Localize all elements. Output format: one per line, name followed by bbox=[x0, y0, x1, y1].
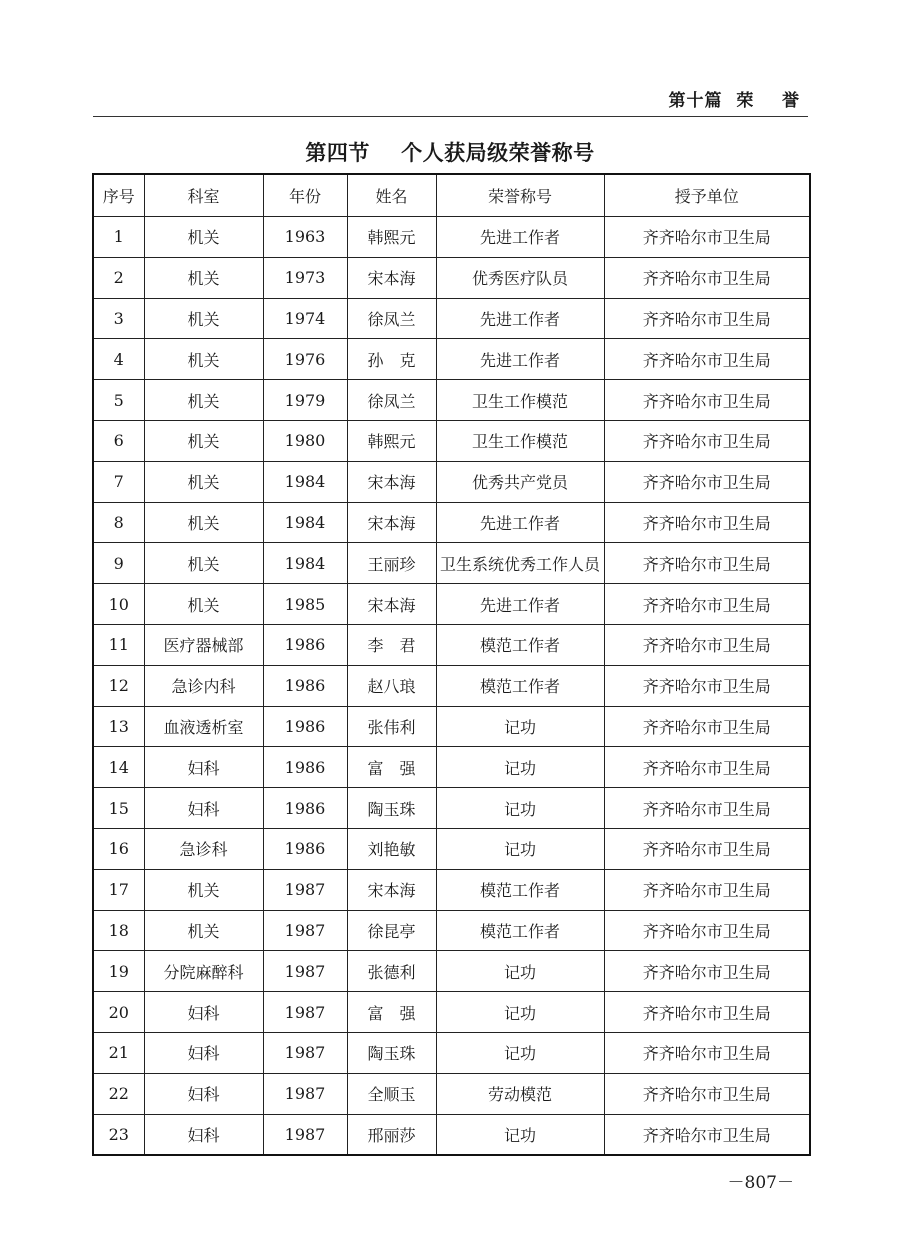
table-row bbox=[93, 706, 810, 747]
cell-department: 机关 bbox=[144, 869, 263, 910]
cell-awarding-unit: 齐齐哈尔市卫生局 bbox=[604, 1032, 810, 1073]
column-header: 年份 bbox=[263, 174, 347, 217]
cell-awarding-unit: 齐齐哈尔市卫生局 bbox=[604, 257, 810, 298]
cell-department: 妇科 bbox=[144, 747, 263, 788]
cell-department: 医疗器械部 bbox=[144, 624, 263, 665]
section-title: 第四节 个人获局级荣誉称号 bbox=[305, 141, 595, 165]
cell-department: 妇科 bbox=[144, 1073, 263, 1114]
cell-year: 1987 bbox=[263, 910, 347, 951]
cell-name: 徐昆亭 bbox=[347, 910, 436, 951]
cell-index: 17 bbox=[93, 869, 144, 910]
cell-awarding-unit: 齐齐哈尔市卫生局 bbox=[604, 992, 810, 1033]
cell-honor-title: 记功 bbox=[436, 706, 604, 747]
cell-year: 1973 bbox=[263, 257, 347, 298]
cell-awarding-unit: 齐齐哈尔市卫生局 bbox=[604, 665, 810, 706]
cell-year: 1987 bbox=[263, 951, 347, 992]
cell-honor-title: 模范工作者 bbox=[436, 665, 604, 706]
cell-name: 李 君 bbox=[347, 624, 436, 665]
cell-index: 2 bbox=[93, 257, 144, 298]
cell-awarding-unit: 齐齐哈尔市卫生局 bbox=[604, 788, 810, 829]
cell-awarding-unit: 齐齐哈尔市卫生局 bbox=[604, 502, 810, 543]
cell-index: 19 bbox=[93, 951, 144, 992]
cell-year: 1987 bbox=[263, 1073, 347, 1114]
cell-name: 韩熙元 bbox=[347, 217, 436, 258]
cell-honor-title: 模范工作者 bbox=[436, 869, 604, 910]
cell-name: 韩熙元 bbox=[347, 420, 436, 461]
cell-awarding-unit: 齐齐哈尔市卫生局 bbox=[604, 298, 810, 339]
table-header-row bbox=[93, 174, 810, 217]
cell-index: 22 bbox=[93, 1073, 144, 1114]
table-row bbox=[93, 910, 810, 951]
column-header: 荣誉称号 bbox=[436, 174, 604, 217]
cell-year: 1987 bbox=[263, 869, 347, 910]
cell-year: 1984 bbox=[263, 543, 347, 584]
cell-index: 23 bbox=[93, 1114, 144, 1155]
cell-name: 徐凤兰 bbox=[347, 380, 436, 421]
cell-name: 邢丽莎 bbox=[347, 1114, 436, 1155]
cell-name: 宋本海 bbox=[347, 869, 436, 910]
table-row bbox=[93, 298, 810, 339]
column-header: 序号 bbox=[93, 174, 144, 217]
cell-year: 1986 bbox=[263, 747, 347, 788]
cell-department: 机关 bbox=[144, 543, 263, 584]
cell-department: 机关 bbox=[144, 461, 263, 502]
cell-honor-title: 先进工作者 bbox=[436, 502, 604, 543]
cell-year: 1986 bbox=[263, 788, 347, 829]
honors-table bbox=[92, 173, 811, 1156]
cell-index: 18 bbox=[93, 910, 144, 951]
cell-honor-title: 卫生工作模范 bbox=[436, 420, 604, 461]
cell-department: 妇科 bbox=[144, 1032, 263, 1073]
table-row bbox=[93, 339, 810, 380]
cell-department: 机关 bbox=[144, 502, 263, 543]
table-row bbox=[93, 502, 810, 543]
cell-honor-title: 记功 bbox=[436, 788, 604, 829]
cell-honor-title: 先进工作者 bbox=[436, 339, 604, 380]
table-row bbox=[93, 380, 810, 421]
header-rule bbox=[93, 116, 808, 117]
page-number: －807－ bbox=[727, 1173, 794, 1193]
cell-year: 1987 bbox=[263, 1032, 347, 1073]
cell-name: 宋本海 bbox=[347, 257, 436, 298]
table-row bbox=[93, 992, 810, 1033]
cell-year: 1984 bbox=[263, 461, 347, 502]
running-head: 第十篇 荣 誉 bbox=[668, 91, 800, 111]
cell-year: 1980 bbox=[263, 420, 347, 461]
cell-honor-title: 先进工作者 bbox=[436, 584, 604, 625]
cell-index: 15 bbox=[93, 788, 144, 829]
cell-department: 血液透析室 bbox=[144, 706, 263, 747]
cell-awarding-unit: 齐齐哈尔市卫生局 bbox=[604, 624, 810, 665]
cell-name: 宋本海 bbox=[347, 461, 436, 502]
cell-index: 14 bbox=[93, 747, 144, 788]
cell-honor-title: 先进工作者 bbox=[436, 298, 604, 339]
cell-year: 1986 bbox=[263, 828, 347, 869]
cell-department: 机关 bbox=[144, 217, 263, 258]
cell-honor-title: 记功 bbox=[436, 828, 604, 869]
cell-name: 孙 克 bbox=[347, 339, 436, 380]
cell-honor-title: 卫生系统优秀工作人员 bbox=[436, 543, 604, 584]
cell-honor-title: 记功 bbox=[436, 951, 604, 992]
table-row bbox=[93, 1073, 810, 1114]
cell-awarding-unit: 齐齐哈尔市卫生局 bbox=[604, 747, 810, 788]
cell-name: 刘艳敏 bbox=[347, 828, 436, 869]
cell-name: 王丽珍 bbox=[347, 543, 436, 584]
cell-awarding-unit: 齐齐哈尔市卫生局 bbox=[604, 869, 810, 910]
cell-index: 11 bbox=[93, 624, 144, 665]
cell-department: 急诊科 bbox=[144, 828, 263, 869]
table-row bbox=[93, 420, 810, 461]
column-header: 姓名 bbox=[347, 174, 436, 217]
cell-name: 陶玉珠 bbox=[347, 1032, 436, 1073]
cell-awarding-unit: 齐齐哈尔市卫生局 bbox=[604, 461, 810, 502]
cell-year: 1963 bbox=[263, 217, 347, 258]
cell-department: 机关 bbox=[144, 339, 263, 380]
cell-name: 富 强 bbox=[347, 747, 436, 788]
cell-honor-title: 先进工作者 bbox=[436, 217, 604, 258]
cell-index: 6 bbox=[93, 420, 144, 461]
cell-index: 10 bbox=[93, 584, 144, 625]
column-header: 授予单位 bbox=[604, 174, 810, 217]
cell-department: 妇科 bbox=[144, 788, 263, 829]
cell-honor-title: 记功 bbox=[436, 747, 604, 788]
table-row bbox=[93, 869, 810, 910]
cell-name: 张伟利 bbox=[347, 706, 436, 747]
cell-name: 宋本海 bbox=[347, 584, 436, 625]
cell-index: 5 bbox=[93, 380, 144, 421]
cell-department: 机关 bbox=[144, 380, 263, 421]
cell-department: 分院麻醉科 bbox=[144, 951, 263, 992]
cell-name: 宋本海 bbox=[347, 502, 436, 543]
cell-awarding-unit: 齐齐哈尔市卫生局 bbox=[604, 217, 810, 258]
cell-index: 12 bbox=[93, 665, 144, 706]
cell-honor-title: 记功 bbox=[436, 992, 604, 1033]
cell-year: 1986 bbox=[263, 665, 347, 706]
cell-awarding-unit: 齐齐哈尔市卫生局 bbox=[604, 910, 810, 951]
cell-awarding-unit: 齐齐哈尔市卫生局 bbox=[604, 584, 810, 625]
cell-awarding-unit: 齐齐哈尔市卫生局 bbox=[604, 706, 810, 747]
cell-name: 张德利 bbox=[347, 951, 436, 992]
cell-index: 4 bbox=[93, 339, 144, 380]
table-row bbox=[93, 217, 810, 258]
cell-index: 9 bbox=[93, 543, 144, 584]
cell-department: 机关 bbox=[144, 910, 263, 951]
cell-year: 1984 bbox=[263, 502, 347, 543]
table-row bbox=[93, 1032, 810, 1073]
cell-name: 富 强 bbox=[347, 992, 436, 1033]
table-row bbox=[93, 461, 810, 502]
table-body bbox=[93, 217, 810, 1156]
cell-index: 3 bbox=[93, 298, 144, 339]
cell-honor-title: 模范工作者 bbox=[436, 910, 604, 951]
cell-index: 1 bbox=[93, 217, 144, 258]
cell-honor-title: 记功 bbox=[436, 1032, 604, 1073]
table-row bbox=[93, 584, 810, 625]
table-row bbox=[93, 788, 810, 829]
cell-department: 机关 bbox=[144, 257, 263, 298]
table-row bbox=[93, 747, 810, 788]
cell-department: 机关 bbox=[144, 584, 263, 625]
table-row bbox=[93, 951, 810, 992]
cell-awarding-unit: 齐齐哈尔市卫生局 bbox=[604, 339, 810, 380]
cell-awarding-unit: 齐齐哈尔市卫生局 bbox=[604, 543, 810, 584]
cell-year: 1985 bbox=[263, 584, 347, 625]
cell-honor-title: 优秀医疗队员 bbox=[436, 257, 604, 298]
cell-index: 8 bbox=[93, 502, 144, 543]
cell-awarding-unit: 齐齐哈尔市卫生局 bbox=[604, 420, 810, 461]
cell-index: 20 bbox=[93, 992, 144, 1033]
cell-year: 1986 bbox=[263, 706, 347, 747]
cell-year: 1987 bbox=[263, 1114, 347, 1155]
cell-department: 机关 bbox=[144, 420, 263, 461]
table-row bbox=[93, 828, 810, 869]
cell-honor-title: 卫生工作模范 bbox=[436, 380, 604, 421]
cell-department: 机关 bbox=[144, 298, 263, 339]
cell-year: 1987 bbox=[263, 992, 347, 1033]
table-row bbox=[93, 1114, 810, 1155]
cell-name: 陶玉珠 bbox=[347, 788, 436, 829]
cell-year: 1979 bbox=[263, 380, 347, 421]
cell-index: 21 bbox=[93, 1032, 144, 1073]
table-row bbox=[93, 257, 810, 298]
cell-department: 妇科 bbox=[144, 992, 263, 1033]
table-row bbox=[93, 543, 810, 584]
cell-awarding-unit: 齐齐哈尔市卫生局 bbox=[604, 828, 810, 869]
cell-name: 全顺玉 bbox=[347, 1073, 436, 1114]
cell-year: 1976 bbox=[263, 339, 347, 380]
cell-name: 徐凤兰 bbox=[347, 298, 436, 339]
column-header: 科室 bbox=[144, 174, 263, 217]
cell-department: 急诊内科 bbox=[144, 665, 263, 706]
cell-index: 7 bbox=[93, 461, 144, 502]
cell-awarding-unit: 齐齐哈尔市卫生局 bbox=[604, 1114, 810, 1155]
cell-honor-title: 模范工作者 bbox=[436, 624, 604, 665]
cell-index: 16 bbox=[93, 828, 144, 869]
cell-department: 妇科 bbox=[144, 1114, 263, 1155]
cell-honor-title: 优秀共产党员 bbox=[436, 461, 604, 502]
cell-awarding-unit: 齐齐哈尔市卫生局 bbox=[604, 380, 810, 421]
cell-year: 1974 bbox=[263, 298, 347, 339]
cell-year: 1986 bbox=[263, 624, 347, 665]
cell-index: 13 bbox=[93, 706, 144, 747]
cell-name: 赵八琅 bbox=[347, 665, 436, 706]
cell-honor-title: 劳动模范 bbox=[436, 1073, 604, 1114]
table-row bbox=[93, 624, 810, 665]
table-row bbox=[93, 665, 810, 706]
cell-honor-title: 记功 bbox=[436, 1114, 604, 1155]
cell-awarding-unit: 齐齐哈尔市卫生局 bbox=[604, 951, 810, 992]
cell-awarding-unit: 齐齐哈尔市卫生局 bbox=[604, 1073, 810, 1114]
